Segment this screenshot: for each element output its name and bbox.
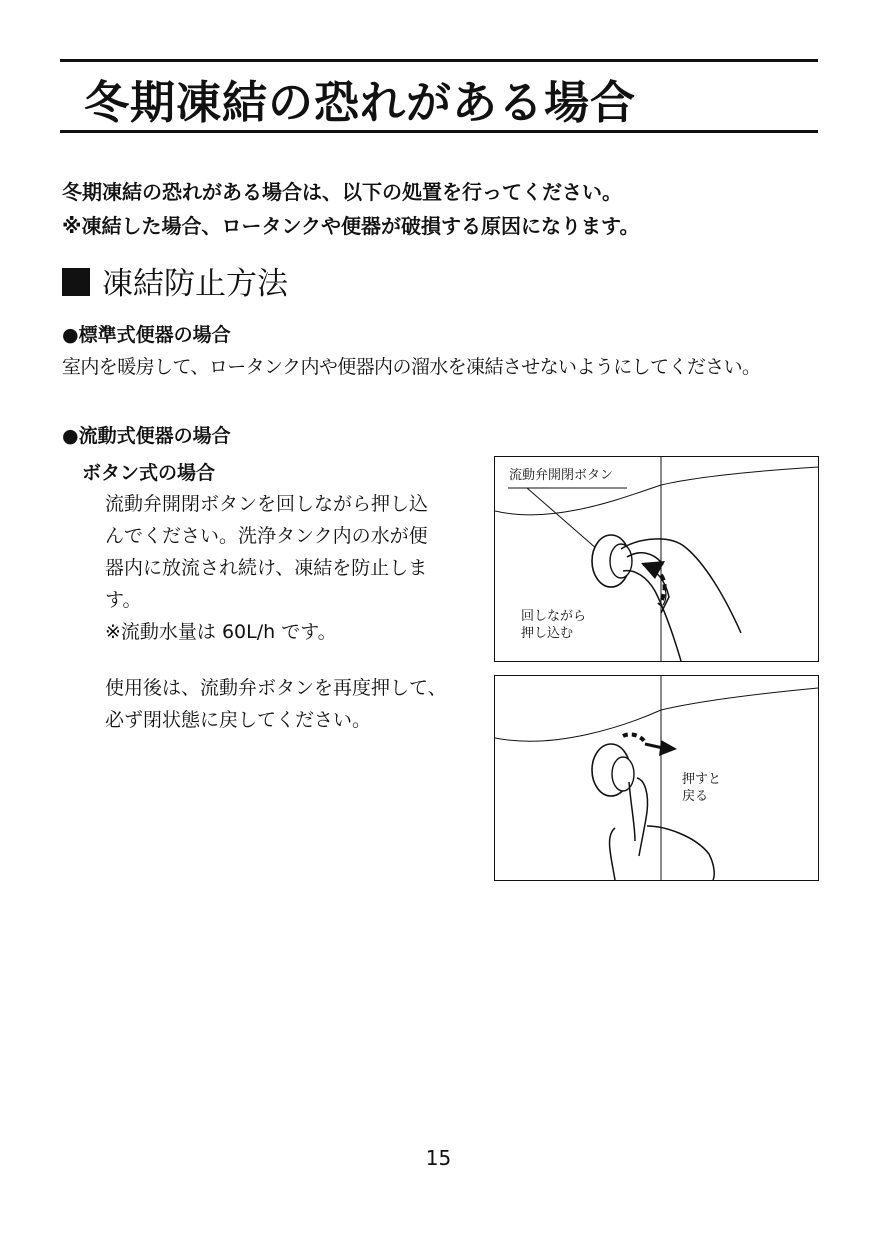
figure1-caption-line: 回しながら [521,609,587,624]
section-heading-text: 凍結防止方法 [102,266,288,302]
page-number: 15 [425,1146,452,1170]
after-use-instructions [105,672,447,736]
section-heading [62,258,288,303]
figure1-caption [521,608,586,642]
instruction-line: 器内に放流され続け、凍結を防止しま [105,557,428,579]
instruction-line: 使用後は、流動弁ボタンを再度押して、 [105,677,447,699]
standard-heading: ●標準式便器の場合 [62,324,231,346]
flow-rate-note: ※流動水量は 60L/h です。 [105,621,337,643]
square-bullet-icon [62,268,90,296]
figure-rotate-push [494,456,819,662]
intro-line-1: 冬期凍結の恐れがある場合は、以下の処置を行ってください。 [62,180,622,204]
figure1-caption-line: 押し込む [521,626,574,641]
title-bottom-rule [60,130,818,133]
figure2-caption-line: 戻る [682,789,709,804]
button-type-instructions [105,488,428,648]
button-type-heading: ボタン式の場合 [82,462,216,484]
flow-heading: ●流動式便器の場合 [62,425,231,447]
page-title: 冬期凍結の恐れがある場合 [84,76,637,129]
figure-push-return [494,675,819,881]
figure2-caption [682,771,721,805]
figure-push-return-illustration [495,676,818,880]
title-top-rule [60,59,818,62]
standard-text: 室内を暖房して、ロータンク内や便器内の溜水を凍結させないようにしてください。 [62,356,761,378]
intro-warning: ※凍結した場合、ロータンクや便器が破損する原因になります。 [62,214,640,238]
instruction-line: す。 [105,589,142,611]
instruction-line: んでください。洗浄タンク内の水が便 [105,525,428,547]
instruction-line: 流動弁開閉ボタンを回しながら押し込 [105,493,429,515]
instruction-line: 必ず閉状態に戻してください。 [105,709,372,731]
figure1-callout: 流動弁開閉ボタン [509,468,614,483]
figure2-caption-line: 押すと [682,772,722,787]
